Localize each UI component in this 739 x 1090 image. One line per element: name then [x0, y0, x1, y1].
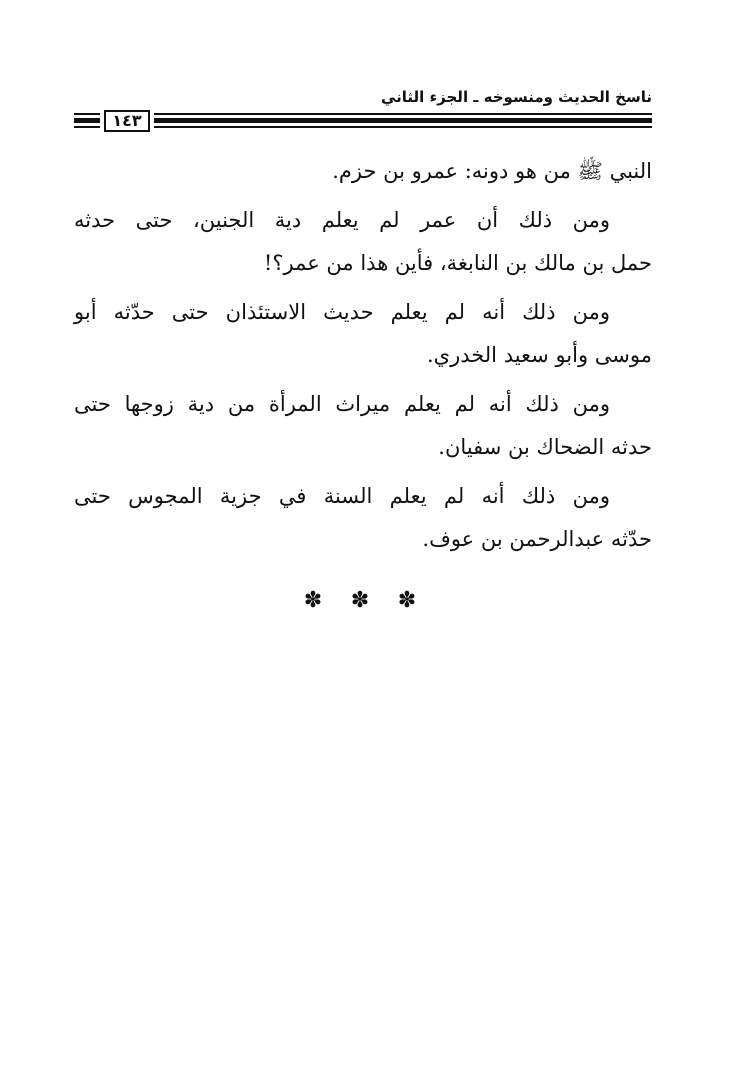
header-rule [74, 126, 100, 128]
paragraph [74, 475, 652, 561]
header-rule [154, 113, 652, 115]
page-header [74, 88, 652, 138]
paragraph [74, 291, 652, 377]
text-line: حمل بن مالك بن النابغة، فأين هذا من عمر؟! [263, 251, 652, 275]
running-title: ناسخ الحديث ومنسوخه ـ الجزء الثاني [380, 88, 652, 106]
paragraph [74, 383, 652, 469]
asterisk-ornament-icon: ✽ [397, 588, 417, 613]
section-separator [300, 588, 420, 614]
page-number: ١٤٣ [104, 110, 150, 132]
header-rule [154, 126, 652, 128]
text-line: ومن ذلك أنه لم يعلم حديث الاستئذان حتى حدّثه أبو [74, 300, 610, 324]
text-line: ومن ذلك أن عمر لم يعلم دية الجنين، حتى حدثه [74, 208, 610, 232]
header-rule [74, 118, 100, 123]
header-rule [154, 118, 652, 123]
body-text [74, 150, 652, 561]
asterisk-ornament-icon: ✽ [350, 588, 370, 613]
text-line: ومن ذلك أنه لم يعلم السنة في جزية المجوس حتى [74, 484, 610, 508]
asterisk-ornament-icon: ✽ [303, 588, 323, 613]
text-line: موسى وأبو سعيد الخدري. [426, 343, 652, 367]
text-line: النبي ﷺ من هو دونه: عمرو بن حزم. [332, 159, 652, 183]
paragraph [74, 150, 652, 193]
header-rule [74, 113, 100, 115]
text-line: ومن ذلك أنه لم يعلم ميراث المرأة من دية زوجها حتى [74, 392, 610, 416]
paragraph [74, 199, 652, 285]
text-line: حدّثه عبدالرحمن بن عوف. [422, 527, 652, 551]
text-line: حدثه الضحاك بن سفيان. [438, 435, 652, 459]
